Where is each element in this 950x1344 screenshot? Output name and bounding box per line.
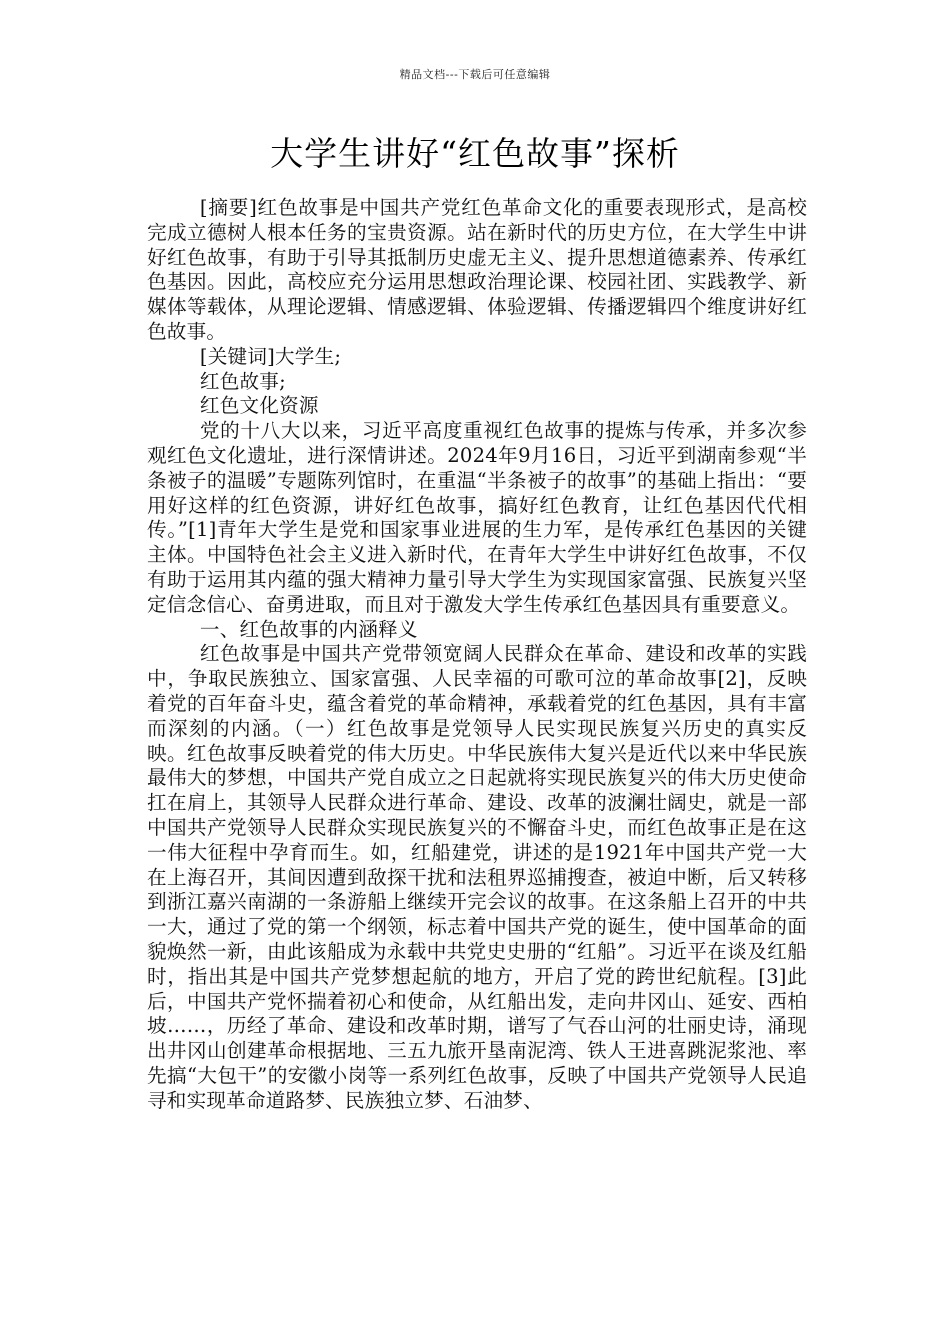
keyword-item: 红色文化资源: [199, 394, 319, 418]
keywords-line: [关键词]大学生;: [199, 344, 342, 368]
document-title: 大学生讲好“红色故事”探析: [270, 134, 680, 173]
intro-paragraph: 党的十八大以来，习近平高度重视红色故事的提炼与传承，并多次参观红色文化遗址，进行深情讲述。2024年9月16日，习近平到湖南参观“半条被子的温暖”专题陈列馆时，在重温“半条被子的故事”的基础上指出：“要用好这样的红色资源，讲好红色故事，搞好红色教育，让红色基因代代相传。”[1]青年大学生是党和国家事业进展的生力军，是传承红色基因的关键主体。中国特色社会主义进入新时代，在青年大学生中讲好红色故事，不仅有助于运用其内蕴的强大精神力量引导大学生为实现国家富强、民族复兴坚定信念信心、奋勇进取，而且对于激发大学生传承红色基因具有重要意义。: [147, 419, 807, 616]
keyword-item: 红色故事;: [199, 369, 286, 393]
abstract-paragraph: [摘要]红色故事是中国共产党红色革命文化的重要表现形式，是高校完成立德树人根本任务的宝贵资源。站在新时代的历史方位，在大学生中讲好红色故事，有助于引导其抵制历史虚无主义、提升思想道德素养、传承红色基因。因此，高校应充分运用思想政治理论课、校园社团、实践教学、新媒体等载体，从理论逻辑、情感逻辑、体验逻辑、传播逻辑四个维度讲好红色故事。: [147, 196, 807, 343]
document-body: [147, 196, 807, 1113]
header-note: 精品文档---下载后可任意编辑: [399, 68, 551, 81]
section-heading: 一、红色故事的内涵释义: [199, 617, 418, 641]
body-paragraph: 红色故事是中国共产党带领宽阔人民群众在革命、建设和改革的实践中，争取民族独立、国家富强、人民幸福的可歌可泣的革命故事[2]，反映着党的百年奋斗史，蕴含着党的革命精神，承载着党的红色基因，具有丰富而深刻的内涵。（一）红色故事是党领导人民实现民族复兴历史的真实反映。红色故事反映着党的伟大历史。中华民族伟大复兴是近代以来中华民族最伟大的梦想，中国共产党自成立之日起就将实现民族复兴的伟大历史使命扛在肩上，其领导人民群众进行革命、建设、改革的波澜壮阔史，就是一部中国共产党领导人民群众实现民族复兴的不懈奋斗史，而红色故事正是在这一伟大征程中孕育而生。如，红船建党，讲述的是1921年中国共产党一大在上海召开，其间因遭到敌探干扰和法租界巡捕搜查，被迫中断，后又转移到浙江嘉兴南湖的一条游船上继续开完会议的故事。在这条船上召开的中共一大，通过了党的第一个纲领，标志着中国共产党的诞生，使中国革命的面貌焕然一新，由此该船成为永载中共党史史册的“红船”。习近平在谈及红船时，指出其是中国共产党梦想起航的地方，开启了党的跨世纪航程。[3]此后，中国共产党怀揣着初心和使命，从红船出发，走向井冈山、延安、西柏坡……，历经了革命、建设和改革时期，谱写了气吞山河的壮丽史诗，涌现出井冈山创建革命根据地、三五九旅开垦南泥湾、铁人王进喜跳泥浆池、率先搞“大包干”的安徽小岗等一系列红色故事，反映了中国共产党领导人民追寻和实现革命道路梦、民族独立梦、石油梦、: [147, 642, 807, 1112]
